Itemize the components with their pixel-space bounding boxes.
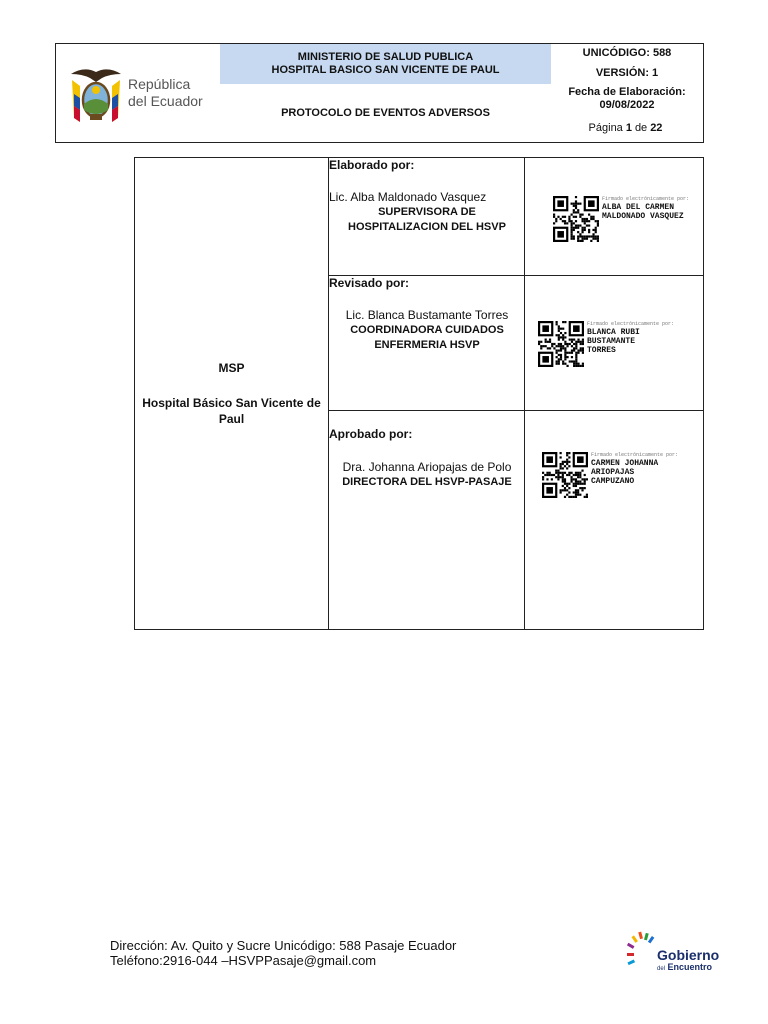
stamp-name-line1: BLANCA RUBI (587, 328, 640, 337)
page-label: Página (588, 122, 623, 134)
date-cell (551, 84, 703, 114)
date-label: Fecha de Elaboración: (568, 86, 686, 98)
logo-text (128, 76, 203, 110)
signature-info-cell (329, 276, 525, 410)
role-heading: Aprobado por: (329, 427, 413, 441)
qr-code-icon (542, 452, 588, 498)
stamp-caption: Firmado electrónicamente por: (591, 452, 679, 458)
page-of: de (634, 122, 648, 134)
gobierno-encuentro-logo-icon (627, 930, 657, 974)
stamp-name-line2: ARIOPAJAS (591, 468, 635, 477)
stamp-name-line1: ALBA DEL CARMEN (602, 203, 675, 212)
qr-code-icon (538, 321, 584, 367)
page-total: 22 (650, 122, 663, 134)
gob-logo-del: del (657, 966, 666, 972)
signature-table (134, 157, 704, 630)
protocol-title: PROTOCOLO DE EVENTOS ADVERSOS (281, 107, 490, 119)
stamp-name-line1: CARMEN JOHANNA (591, 459, 659, 468)
signature-stamp-cell (525, 158, 703, 275)
position-line2: HOSPITALIZACION DEL HSVP (348, 221, 506, 233)
logo-text-line1: República (128, 76, 191, 92)
msp-label: MSP (218, 360, 245, 375)
gob-logo-sub-word: Encuentro (667, 962, 713, 972)
signature-row-aprobado (329, 411, 703, 629)
stamp-name-line2: MALDONADO VASQUEZ (602, 212, 684, 221)
role-heading: Revisado por: (329, 276, 410, 290)
position-title (329, 475, 525, 490)
stamp-caption: Firmado electrónicamente por: (587, 321, 675, 327)
ministry-name: MINISTERIO DE SALUD PUBLICA (297, 51, 474, 63)
signature-stamp-cell (525, 276, 703, 410)
person-name: Lic. Alba Maldonado Vasquez (329, 190, 487, 204)
signature-row-elaborado (329, 158, 703, 276)
logo-cell (56, 44, 220, 142)
signature-stamp-cell (525, 411, 703, 629)
msp-hospital-name: Hospital Básico San Vicente de Paul (142, 395, 321, 426)
stamp-name-line3: TORRES (587, 346, 616, 355)
electronic-signature-stamp (542, 452, 678, 498)
logo-text-line2: del Ecuador (128, 93, 203, 109)
ecuador-coat-of-arms-icon (66, 64, 126, 128)
position-line1: SUPERVISORA DE (378, 206, 476, 218)
hospital-name: HOSPITAL BASICO SAN VICENTE DE PAUL (271, 64, 500, 76)
electronic-signature-stamp (538, 321, 674, 367)
gob-logo-word: Gobierno (657, 947, 720, 963)
gobierno-encuentro-logo (627, 930, 727, 974)
page-footer (110, 938, 456, 968)
footer-address: Dirección: Av. Quito y Sucre Unicódigo: 588 Pasaje Ecuador (110, 938, 457, 953)
ministry-cell (220, 44, 551, 84)
person-name: Lic. Blanca Bustamante Torres (345, 308, 509, 322)
qr-code-icon (553, 196, 599, 242)
electronic-signature-stamp (553, 196, 689, 242)
republica-ecuador-logo (66, 64, 211, 128)
version-label: VERSIÓN: 1 (595, 67, 659, 79)
stamp-name-line2: BUSTAMANTE (587, 337, 636, 346)
position-title (329, 205, 525, 235)
signature-info-cell (329, 411, 525, 629)
stamp-name-line3: CAMPUZANO (591, 477, 635, 486)
person-name: Dra. Johanna Ariopajas de Polo (342, 460, 512, 474)
unicode-label: UNICÓDIGO: 588 (582, 47, 672, 59)
stamp-text (587, 321, 674, 355)
gob-logo-sub (657, 962, 712, 974)
position-line2: ENFERMERIA HSVP (374, 339, 480, 351)
stamp-caption: Firmado electrónicamente por: (602, 196, 690, 202)
position-line1: COORDINADORA CUIDADOS (350, 324, 504, 336)
stamp-text (602, 196, 689, 221)
footer-contact: Teléfono:2916-044 –HSVPPasaje@gmail.com (110, 953, 377, 968)
stamp-text (591, 452, 678, 486)
position-title (329, 323, 525, 353)
role-heading: Elaborado por: (329, 158, 415, 172)
position-line1: DIRECTORA DEL HSVP-PASAJE (342, 476, 512, 488)
date-value: 09/08/2022 (599, 99, 655, 111)
document-header-table (55, 43, 704, 143)
page-indicator (551, 114, 703, 142)
page-current: 1 (625, 122, 632, 134)
msp-column (135, 158, 329, 629)
signature-info-cell (329, 158, 525, 275)
signature-row-revisado (329, 276, 703, 411)
